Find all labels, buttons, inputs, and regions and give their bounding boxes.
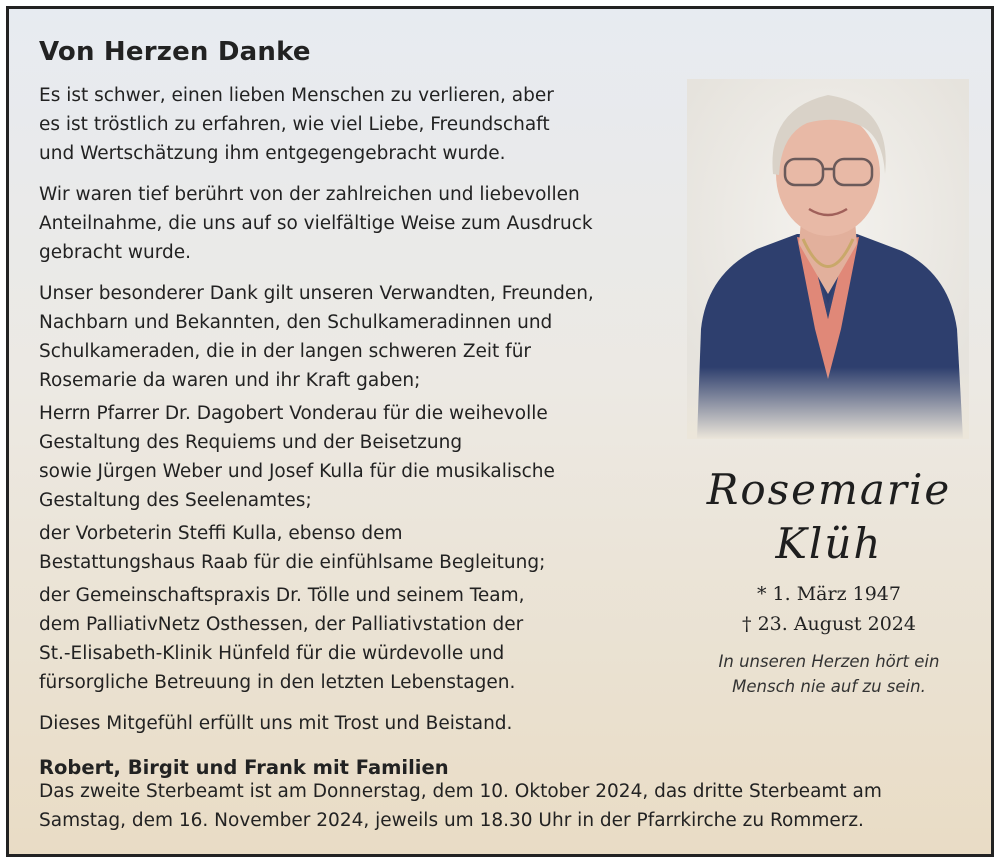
paragraph-4 (39, 399, 679, 515)
memorial-quote (669, 649, 989, 699)
text-line: gebracht wurde. (39, 242, 191, 263)
life-dates (669, 579, 989, 639)
paragraph-6 (39, 581, 679, 697)
text-line: Wir waren tief berührt von der zahlreichen und liebevollen (39, 184, 580, 205)
paragraph-2 (39, 180, 679, 267)
text-line: es ist tröstlich zu erfahren, wie viel Liebe, Freundschaft (39, 114, 550, 135)
deceased-first-name: Rosemarie (706, 465, 952, 514)
paragraph-7 (39, 709, 679, 738)
text-line: Gestaltung des Seelenamtes; (39, 490, 312, 511)
paragraph-5 (39, 519, 679, 577)
text-line: St.-Elisabeth-Klinik Hünfeld für die würdevolle und (39, 643, 505, 664)
text-line: Unser besonderer Dank gilt unseren Verwandten, Freunden, (39, 283, 594, 304)
text-line: Dieses Mitgefühl erfüllt uns mit Trost und Beistand. (39, 713, 513, 734)
service-notice (39, 777, 979, 835)
text-line: dem PalliativNetz Osthessen, der Palliativstation der (39, 614, 524, 635)
paragraph-3 (39, 279, 679, 395)
text-line: Bestattungshaus Raab für die einfühlsame Begleitung; (39, 552, 546, 573)
text-line: Schulkameraden, die in der langen schweren Zeit für (39, 341, 532, 362)
text-line: der Vorbeterin Steffi Kulla, ebenso dem (39, 523, 403, 544)
signature: Robert, Birgit und Frank mit Familien (39, 756, 449, 779)
text-line: Herrn Pfarrer Dr. Dagobert Vonderau für die weihevolle (39, 403, 548, 424)
obituary-card (6, 6, 994, 857)
text-line: Rosemarie da waren und ihr Kraft gaben; (39, 370, 421, 391)
text-line: Samstag, dem 16. November 2024, jeweils um 18.30 Uhr in der Pfarrkirche zu Rommerz. (39, 810, 864, 831)
quote-line: Mensch nie auf zu sein. (732, 677, 926, 696)
quote-line: In unseren Herzen hört ein (718, 652, 940, 671)
paragraph-1 (39, 81, 679, 168)
text-line: Anteilnahme, die uns auf so vielfältige Weise zum Ausdruck (39, 213, 593, 234)
thank-you-text (39, 37, 679, 789)
text-line: Es ist schwer, einen lieben Menschen zu verlieren, aber (39, 85, 554, 106)
text-line: Das zweite Sterbeamt ist am Donnerstag, dem 10. Oktober 2024, das dritte Sterbeamt am (39, 781, 882, 802)
portrait-illustration (687, 79, 969, 439)
text-line: fürsorgliche Betreuung in den letzten Lebenstagen. (39, 672, 516, 693)
death-date: † 23. August 2024 (742, 613, 916, 635)
birth-date: * 1. März 1947 (757, 583, 901, 605)
portrait-photo (687, 79, 969, 439)
text-line: und Wertschätzung ihm entgegengebracht wurde. (39, 143, 506, 164)
text-line: Gestaltung des Requiems und der Beisetzung (39, 432, 463, 453)
text-line: der Gemeinschaftspraxis Dr. Tölle und seinem Team, (39, 585, 525, 606)
text-line: Nachbarn und Bekannten, den Schulkameradinnen und (39, 312, 553, 333)
text-line: sowie Jürgen Weber und Josef Kulla für die musikalische (39, 461, 555, 482)
deceased-last-name: Klüh (775, 519, 883, 568)
page-title: Von Herzen Danke (39, 37, 311, 67)
